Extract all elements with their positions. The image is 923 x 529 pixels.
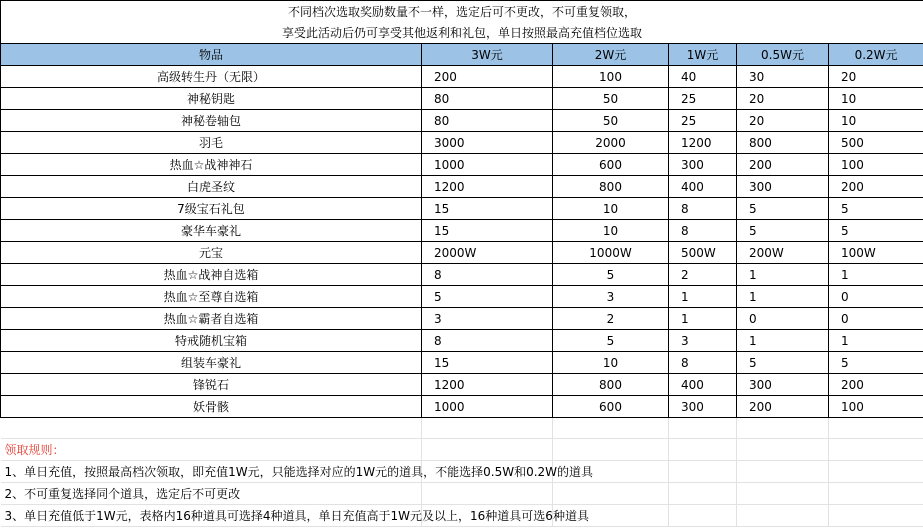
quantity-cell: 20	[737, 110, 829, 132]
quantity-cell: 25	[669, 110, 737, 132]
empty-cell	[737, 505, 829, 527]
header-item: 物品	[1, 44, 422, 66]
empty-cell	[829, 418, 923, 439]
quantity-cell: 2	[553, 308, 669, 330]
item-name-cell: 热血☆战神神石	[1, 154, 422, 176]
table-row	[1, 286, 923, 308]
header-tier-02w: 0.2W元	[829, 44, 923, 66]
quantity-cell: 50	[553, 110, 669, 132]
quantity-cell: 200	[737, 154, 829, 176]
quantity-cell: 8	[422, 330, 553, 352]
rules-title-row	[1, 439, 923, 461]
quantity-cell: 1000	[422, 396, 553, 418]
table-row	[1, 154, 923, 176]
empty-cell	[422, 439, 553, 461]
quantity-cell: 3000	[422, 132, 553, 154]
quantity-cell: 3	[669, 330, 737, 352]
quantity-cell: 15	[422, 352, 553, 374]
quantity-cell: 1	[737, 264, 829, 286]
quantity-cell: 5	[737, 220, 829, 242]
item-name-cell: 神秘钥匙	[1, 88, 422, 110]
empty-cell	[553, 439, 669, 461]
rule-text: 2、不可重复选择同个道具，选定后不可更改	[1, 483, 422, 505]
rule-text: 1、单日充值，按照最高档次领取，即充值1W元，只能选择对应的1W元的道具，不能选择0.5W和0.2W的道具	[1, 461, 422, 483]
notice-line-2: 享受此活动后仍可享受其他返利和礼包，单日按照最高充值档位选取	[1, 22, 923, 44]
quantity-cell: 400	[669, 374, 737, 396]
quantity-cell: 5	[553, 330, 669, 352]
quantity-cell: 1	[829, 264, 923, 286]
quantity-cell: 300	[737, 176, 829, 198]
item-name-cell: 锋锐石	[1, 374, 422, 396]
quantity-cell: 1000W	[553, 242, 669, 264]
quantity-cell: 8	[669, 198, 737, 220]
empty-cell	[829, 439, 923, 461]
item-name-cell: 特戒随机宝箱	[1, 330, 422, 352]
notice-row-1	[1, 1, 923, 23]
header-tier-3w: 3W元	[422, 44, 553, 66]
item-name-cell: 热血☆霸者自选箱	[1, 308, 422, 330]
quantity-cell: 5	[829, 352, 923, 374]
item-name-cell: 豪华车豪礼	[1, 220, 422, 242]
empty-cell	[553, 418, 669, 439]
quantity-cell: 10	[829, 110, 923, 132]
quantity-cell: 10	[553, 220, 669, 242]
quantity-cell: 1	[829, 330, 923, 352]
table-row	[1, 308, 923, 330]
quantity-cell: 500	[829, 132, 923, 154]
empty-cell	[737, 418, 829, 439]
quantity-cell: 20	[737, 88, 829, 110]
quantity-cell: 300	[669, 154, 737, 176]
quantity-cell: 15	[422, 220, 553, 242]
quantity-cell: 1	[669, 286, 737, 308]
rule-row	[1, 505, 923, 527]
quantity-cell: 5	[829, 220, 923, 242]
quantity-cell: 300	[737, 374, 829, 396]
table-row	[1, 330, 923, 352]
quantity-cell: 1000	[422, 154, 553, 176]
table-row	[1, 220, 923, 242]
quantity-cell: 5	[553, 264, 669, 286]
item-name-cell: 热血☆战神自选箱	[1, 264, 422, 286]
item-name-cell: 神秘卷轴包	[1, 110, 422, 132]
table-row	[1, 242, 923, 264]
empty-cell	[669, 418, 737, 439]
empty-cell	[669, 505, 737, 527]
empty-cell	[737, 439, 829, 461]
table-row	[1, 176, 923, 198]
quantity-cell: 8	[669, 352, 737, 374]
quantity-cell: 0	[737, 308, 829, 330]
rule-row	[1, 483, 923, 505]
rule-row	[1, 461, 923, 483]
table-row	[1, 132, 923, 154]
table-row	[1, 264, 923, 286]
header-tier-1w: 1W元	[669, 44, 737, 66]
empty-cell	[422, 483, 553, 505]
quantity-cell: 600	[553, 396, 669, 418]
table-row	[1, 198, 923, 220]
quantity-cell: 80	[422, 110, 553, 132]
quantity-cell: 40	[669, 66, 737, 88]
item-name-cell: 7级宝石礼包	[1, 198, 422, 220]
quantity-cell: 20	[829, 66, 923, 88]
header-row	[1, 44, 923, 66]
item-name-cell: 羽毛	[1, 132, 422, 154]
empty-cell	[669, 483, 737, 505]
quantity-cell: 30	[737, 66, 829, 88]
quantity-cell: 50	[553, 88, 669, 110]
quantity-cell: 1200	[422, 176, 553, 198]
quantity-cell: 5	[737, 198, 829, 220]
quantity-cell: 5	[422, 286, 553, 308]
quantity-cell: 10	[829, 88, 923, 110]
quantity-cell: 3	[422, 308, 553, 330]
quantity-cell: 200W	[737, 242, 829, 264]
quantity-cell: 1	[737, 330, 829, 352]
quantity-cell: 25	[669, 88, 737, 110]
quantity-cell: 5	[737, 352, 829, 374]
quantity-cell: 10	[553, 352, 669, 374]
empty-cell	[669, 439, 737, 461]
quantity-cell: 100	[553, 66, 669, 88]
empty-cell	[829, 461, 923, 483]
quantity-cell: 100	[829, 154, 923, 176]
header-tier-2w: 2W元	[553, 44, 669, 66]
quantity-cell: 600	[553, 154, 669, 176]
table-row	[1, 352, 923, 374]
quantity-cell: 3	[553, 286, 669, 308]
quantity-cell: 300	[669, 396, 737, 418]
empty-cell	[1, 418, 422, 439]
table-row	[1, 374, 923, 396]
quantity-cell: 15	[422, 198, 553, 220]
quantity-cell: 0	[829, 286, 923, 308]
empty-cell	[737, 483, 829, 505]
quantity-cell: 800	[737, 132, 829, 154]
empty-cell	[422, 418, 553, 439]
table-row	[1, 396, 923, 418]
rules-title: 领取规则：	[1, 439, 422, 461]
quantity-cell: 8	[669, 220, 737, 242]
quantity-cell: 800	[553, 176, 669, 198]
quantity-cell: 1200	[669, 132, 737, 154]
item-name-cell: 白虎圣纹	[1, 176, 422, 198]
quantity-cell: 100W	[829, 242, 923, 264]
notice-row-2	[1, 22, 923, 44]
quantity-cell: 200	[829, 176, 923, 198]
empty-row	[1, 418, 923, 439]
item-name-cell: 元宝	[1, 242, 422, 264]
quantity-cell: 1	[669, 308, 737, 330]
quantity-cell: 2	[669, 264, 737, 286]
quantity-cell: 200	[737, 396, 829, 418]
quantity-cell: 1200	[422, 374, 553, 396]
quantity-cell: 2000	[553, 132, 669, 154]
quantity-cell: 800	[553, 374, 669, 396]
table-row	[1, 66, 923, 88]
empty-cell	[553, 483, 669, 505]
quantity-cell: 5	[829, 198, 923, 220]
quantity-cell: 500W	[669, 242, 737, 264]
empty-cell	[737, 461, 829, 483]
item-name-cell: 高级转生丹（无限）	[1, 66, 422, 88]
empty-cell	[669, 461, 737, 483]
item-name-cell: 妖骨骸	[1, 396, 422, 418]
quantity-cell: 1	[737, 286, 829, 308]
empty-cell	[829, 505, 923, 527]
quantity-cell: 8	[422, 264, 553, 286]
quantity-cell: 10	[553, 198, 669, 220]
rule-text: 3、单日充值低于1W元，表格内16种道具可选择4种道具，单日充值高于1W元及以上，16种道具可选6种道具	[1, 505, 422, 527]
table-row	[1, 88, 923, 110]
quantity-cell: 2000W	[422, 242, 553, 264]
notice-line-1: 不同档次选取奖励数量不一样，选定后可不更改，不可重复领取，	[1, 1, 923, 23]
quantity-cell: 80	[422, 88, 553, 110]
table-row	[1, 110, 923, 132]
quantity-cell: 200	[422, 66, 553, 88]
empty-cell	[829, 483, 923, 505]
quantity-cell: 100	[829, 396, 923, 418]
item-name-cell: 热血☆至尊自选箱	[1, 286, 422, 308]
quantity-cell: 200	[829, 374, 923, 396]
quantity-cell: 400	[669, 176, 737, 198]
quantity-cell: 0	[829, 308, 923, 330]
item-name-cell: 组装车豪礼	[1, 352, 422, 374]
header-tier-05w: 0.5W元	[737, 44, 829, 66]
